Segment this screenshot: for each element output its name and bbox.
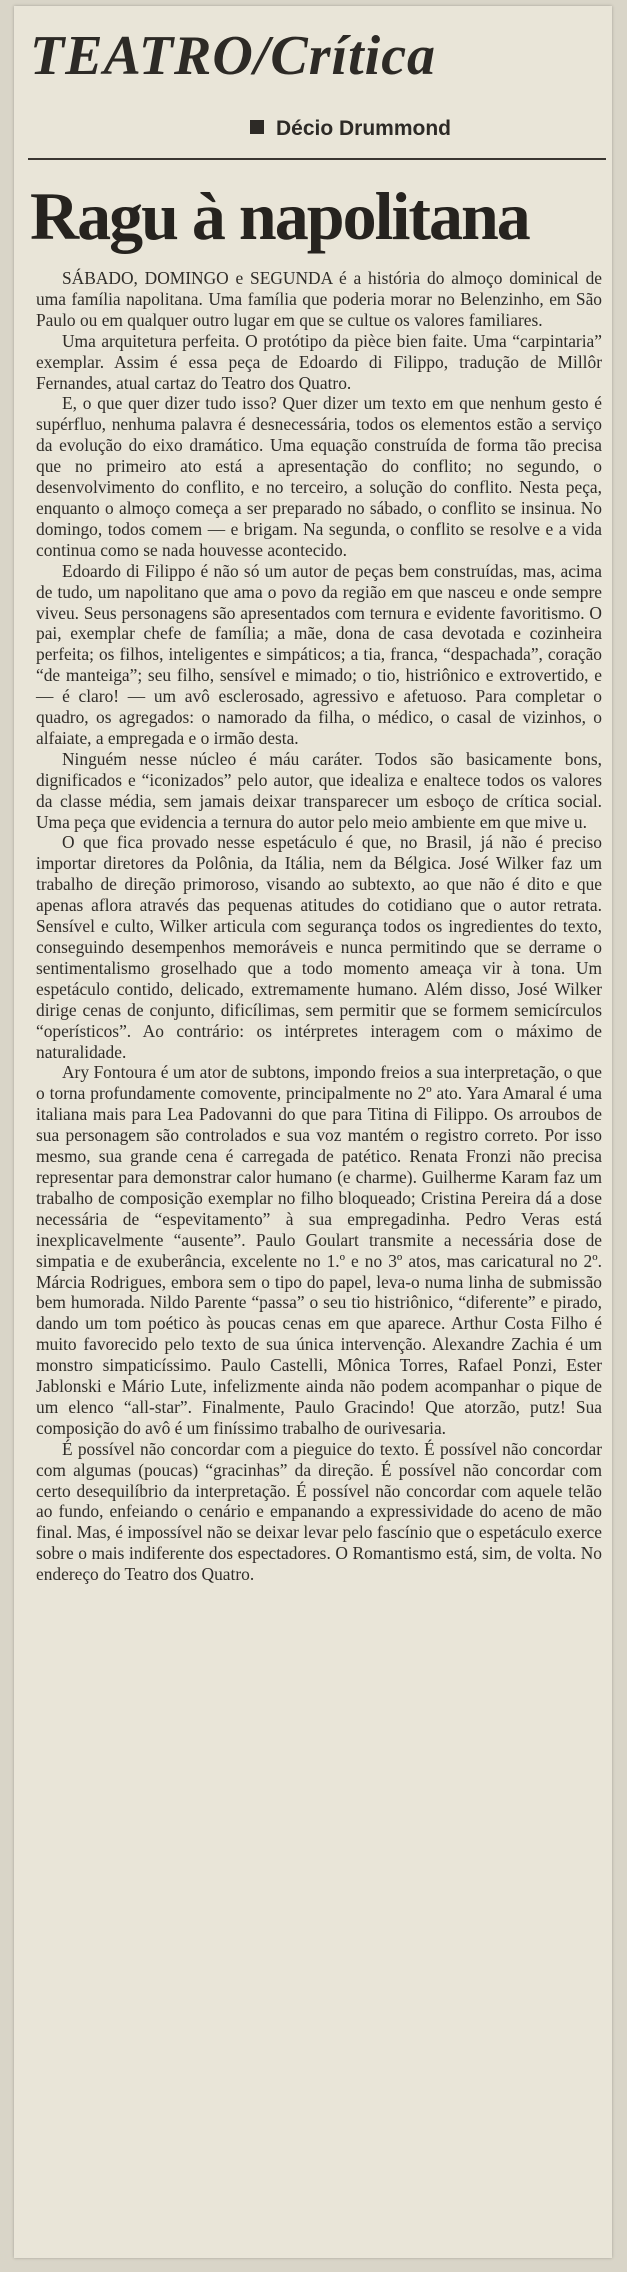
section-title: TEATRO/Crítica bbox=[30, 25, 437, 87]
paragraph: Ary Fontoura é um ator de subtons, impondo freios a sua interpretação, o que o torna profundamente comovente, principalmente no 2º ato. Yara Amaral é uma italiana mais para Lea Padovanni do que para Titina di Filippo. Os arroubos de sua personagem são controlados e sua voz mantém o registro correto. Por isso mesmo, sua grande cena é carregada de patético. Renata Fronzi não precisa representar para demonstrar calor humano (e charme). Guilherme Karam faz um trabalho de composição exemplar no filho bloqueado; Cristina Pereira dá a dose necessária de “espevitamento” à sua empregadinha. Pedro Veras está inexplicavelmente “ausente”. Paulo Goulart transmite a necessária dose de simpatia e de exuberância, excelente no 1.º e no 3º atos, mas caricatural no 2º. Márcia Rodrigues, embora sem o tipo do papel, leva-o numa linha de submissão bem humorada. Nildo Parente “passa” o seu tio histriônico, “diferente” e pirado, dando um tom poético às poucas cenas em que aparece. Arthur Costa Filho é muito favorecido pelo texto de sua única intervenção. Alexandre Zachia é um monstro simpaticíssimo. Paulo Castelli, Mônica Torres, Rafael Ponzi, Ester Jablonski e Mário Lute, infelizmente ainda não podem acompanhar o pique de um elenco “all-star”. Finalmente, Paulo Gracindo! Que atorzão, putz! Sua composição do avô é um finíssimo trabalho de ourivesaria. bbox=[36, 1062, 602, 1438]
paragraph: É possível não concordar com a pieguice do texto. É possível não concordar com algumas (poucas) “gracinhas” da direção. É possível não concordar com certo desequilíbrio da interpretação. É possível não concordar com aquele telão ao fundo, enfeiando o cenário e empanando a expressividade do aceno de mão final. Mas, é impossível não se deixar levar pelo fascínio que o espetáculo exerce sobre o mais indiferente dos espectadores. O Romantismo está, sim, de volta. No endereço do Teatro dos Quatro. bbox=[36, 1438, 602, 1585]
paragraph: SÁBADO, DOMINGO e SEGUNDA é a história do almoço dominical de uma família napolitana. Uma família que poderia morar no Belenzinho, em São Paulo ou em qualquer outro lugar em que se cultue os valores familiares. bbox=[36, 268, 602, 330]
paragraph: O que fica provado nesse espetáculo é que, no Brasil, já não é preciso importar diretores da Polônia, da Itália, nem da Bélgica. José Wilker faz um trabalho de direção primoroso, visando ao subtexto, ao que não é dito e que apenas aflora através das pequenas atitudes do cotidiano que o autor retrata. Sensível e culto, Wilker articula com segurança todos os ingredientes do texto, conseguindo desempenhos memoráveis e nunca permitindo que se derrame o sentimentalismo groselhado que a todo momento ameaça vir à tona. Um espetáculo contido, delicado, extremamente humano. Além disso, José Wilker dirige cenas de conjunto, dificílimas, sem permitir que se formem semicírculos “operísticos”. Ao contrário: os intérpretes interagem com o máximo de naturalidade. bbox=[36, 832, 602, 1062]
newspaper-clipping bbox=[14, 6, 612, 2258]
headline: Ragu à napolitana bbox=[30, 178, 529, 254]
paragraph: Uma arquitetura perfeita. O protótipo da pièce bien faite. Uma “carpintaria” exemplar. Assim é essa peça de Edoardo di Filippo, tradução de Millôr Fernandes, atual cartaz do Teatro dos Quatro. bbox=[36, 330, 602, 393]
paragraph: E, o que quer dizer tudo isso? Quer dizer um texto em que nenhum gesto é supérfluo, nenhuma palavra é desnecessária, todos os elementos estão a serviço da evolução do eixo dramático. Uma equação construída de forma tão precisa que no primeiro ato está a apresentação do conflito; no segundo, o desenvolvimento do conflito, e no terceiro, a solução do conflito. Nesta peça, enquanto o almoço começa a ser preparado no sábado, o conflito se insinua. No domingo, todos comem — e brigam. Na segunda, o conflito se resolve e a vida continua como se nada houvesse acontecido. bbox=[36, 393, 602, 560]
article-body bbox=[36, 268, 602, 1585]
author-name: Décio Drummond bbox=[276, 117, 452, 140]
square-bullet-icon bbox=[250, 120, 264, 134]
byline bbox=[250, 116, 451, 142]
divider bbox=[28, 158, 606, 160]
paragraph: Ninguém nesse núcleo é máu caráter. Todos são basicamente bons, dignificados e “iconizados” pelo autor, que idealiza e enaltece todos os valores da classe média, sem jamais deixar transparecer um esboço de crítica social. Uma peça que evidencia a ternura do autor pelo meio ambiente em que mive u. bbox=[36, 748, 602, 832]
paragraph: Edoardo di Filippo é não só um autor de peças bem construídas, mas, acima de tudo, um napolitano que ama o povo da região em que nasceu e onde sempre viveu. Seus personagens são apresentados com ternura e evidente favoritismo. O pai, exemplar chefe de família; a mãe, dona de casa devotada e cozinheira perfeita; os filhos, inteligentes e simpáticos; a tia, franca, “despachada”, coração “de manteiga”; seu filho, sensível e mimado; o tio, histriônico e extrovertido, e — é claro! — um avô esclerosado, agressivo e afetuoso. Para completar o quadro, os agregados: o namorado da filha, o médico, o casal de vizinhos, o alfaiate, a empregada e o irmão desta. bbox=[36, 560, 602, 748]
